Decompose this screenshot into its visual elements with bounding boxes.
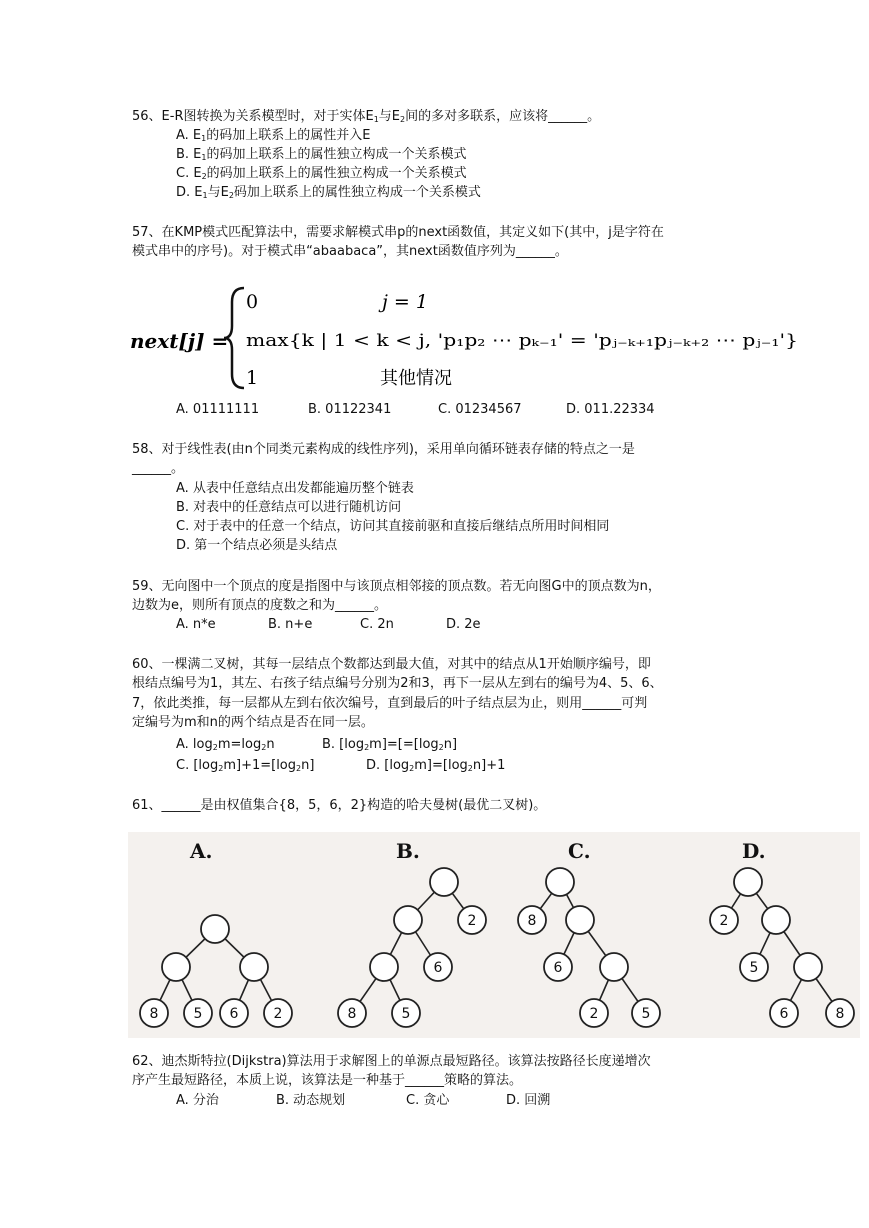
q58-stem-line1: 58、对于线性表(由n个同类元素构成的线性序列)，采用单向循环链表存储的特点之一是 xyxy=(132,442,635,457)
q60-options-row2 xyxy=(176,756,505,778)
leaf-label: 8 xyxy=(527,913,537,929)
q60-stem-line1: 60、一棵满二叉树，其每一层结点个数都达到最大值，对其中的结点从1开始顺序编号，即 xyxy=(132,657,651,672)
option-text: 的码加上联系上的属性独立构成一个关系模式 xyxy=(206,147,467,162)
q60-option-a xyxy=(176,735,322,757)
leaf-label: 2 xyxy=(589,1006,599,1022)
q57-option-c: C. 01234567 xyxy=(438,402,522,417)
leaf-label: 5 xyxy=(749,960,759,976)
q60-option-b xyxy=(322,735,457,757)
leaf-label: 6 xyxy=(779,1006,789,1022)
q58-option-c: C. 对于表中的任意一个结点，访问其直接前驱和直接后继结点所用时间相同 xyxy=(176,519,610,534)
q62-stem-line2: 序产生最短路径，本质上说，该算法是一种基于______策略的算法。 xyxy=(132,1073,523,1088)
q62-option-d: D. 回溯 xyxy=(506,1093,551,1108)
q59-option-c: C. 2n xyxy=(360,617,394,632)
option-text: n] xyxy=(443,737,458,752)
option-text: C. E xyxy=(176,166,202,181)
leaf-label: 5 xyxy=(193,1006,203,1022)
subscript: 1 xyxy=(373,115,379,124)
option-text: n]+1 xyxy=(472,758,506,773)
q56-option-d xyxy=(176,183,481,205)
q59-option-a: A. n*e xyxy=(176,617,216,632)
subscript: 1 xyxy=(201,153,207,162)
q58-option-b: B. 对表中的任意结点可以进行随机访问 xyxy=(176,500,402,515)
subscript: 2 xyxy=(438,743,444,752)
subscript: 2 xyxy=(467,764,473,773)
leaf-label: 8 xyxy=(347,1006,357,1022)
formula-case1-value: 0 xyxy=(246,291,259,313)
q57-options xyxy=(176,400,655,419)
option-text: m]=[log xyxy=(414,758,468,773)
q56-stem-part: 与E xyxy=(378,109,401,124)
leaf-label: 6 xyxy=(229,1006,239,1022)
q59-stem-line1: 59、无向图中一个顶点的度是指图中与该顶点相邻接的顶点数。若无向图G中的顶点数为n， xyxy=(132,579,661,594)
q62-option-c: C. 贪心 xyxy=(406,1093,450,1108)
q58-stem-line2: ______。 xyxy=(132,461,185,476)
q60-option-d xyxy=(366,756,505,778)
option-text: 的码加上联系上的属性并入E xyxy=(206,128,371,143)
q62-stem-line1: 62、迪杰斯特拉(Dijkstra)算法用于求解图上的单源点最短路径。该算法按路径长度递增次 xyxy=(132,1054,651,1069)
option-text: n] xyxy=(301,758,315,773)
subscript: 2 xyxy=(201,172,207,181)
option-text: m]=[=[log xyxy=(369,737,439,752)
q59-stem-line2: 边数为e，则所有顶点的度数之和为______。 xyxy=(132,598,387,613)
q60-option-c xyxy=(176,756,366,778)
q59-option-d: D. 2e xyxy=(446,617,481,632)
formula-case3-condition: 其他情况 xyxy=(380,368,452,389)
leaf-label: 6 xyxy=(553,960,563,976)
subscript: 2 xyxy=(364,743,370,752)
leaf-label: 5 xyxy=(401,1006,411,1022)
formula-brace xyxy=(224,288,244,388)
option-text: D. E xyxy=(176,185,203,200)
subscript: 2 xyxy=(296,764,302,773)
leaf-label: 5 xyxy=(641,1006,651,1022)
formula-case1-condition: j = 1 xyxy=(382,291,428,313)
leaf-label: 2 xyxy=(273,1006,283,1022)
q56-stem-part: 间的多对多联系，应该将______。 xyxy=(405,109,601,124)
q61-stem: 61、______是由权值集合{8，5，6，2}构造的哈夫曼树(最优二叉树)。 xyxy=(132,798,547,813)
q60-stem-line2: 根结点编号为1，其左、右孩子结点编号分别为2和3，再下一层从左到右的编号为4、5、6、 xyxy=(132,676,663,691)
q60-stem-line4: 定编号为m和n的两个结点是否在同一层。 xyxy=(132,715,374,730)
formula-lhs: next[j] = xyxy=(130,329,229,353)
subscript: 2 xyxy=(400,115,406,124)
leaf-label: 2 xyxy=(719,913,729,929)
tree-label-d: D. xyxy=(742,839,766,863)
q60-stem-line3: 7，依此类推，每一层都从左到右依次编号，直到最后的叶子结点层为止，则用______可判 xyxy=(132,696,648,711)
option-text: D. [log xyxy=(366,758,410,773)
formula-case2-value: max{k | 1 < k < j, 'p₁p₂ ⋯ pₖ₋₁' = 'pⱼ₋ₖ₊₁pⱼ₋ₖ₊₂ ⋯ pⱼ₋₁'} xyxy=(246,331,798,351)
option-text: A. log xyxy=(176,737,213,752)
formula-case3-value: 1 xyxy=(246,367,259,389)
option-text: 的码加上联系上的属性独立构成一个关系模式 xyxy=(206,166,467,181)
q56-stem-part: 56、E-R图转换为关系模型时，对于实体E xyxy=(132,109,374,124)
option-text: B. E xyxy=(176,147,202,162)
subscript: 2 xyxy=(228,191,234,200)
option-text: 码加上联系上的属性独立构成一个关系模式 xyxy=(233,185,481,200)
tree-label-a: A. xyxy=(190,839,213,863)
q57-stem-line1: 57、在KMP模式匹配算法中，需要求解模式串p的next函数值，其定义如下(其中，j是字符在 xyxy=(132,225,664,240)
huffman-trees-figure xyxy=(128,832,860,1038)
next-function-formula xyxy=(128,282,808,394)
subscript: 2 xyxy=(409,764,415,773)
leaf-label: 8 xyxy=(835,1006,845,1022)
option-text: n xyxy=(266,737,275,752)
q58-option-d: D. 第一个结点必须是头结点 xyxy=(176,538,338,553)
subscript: 2 xyxy=(261,743,267,752)
subscript: 1 xyxy=(202,191,208,200)
tree-label-c: C. xyxy=(568,839,591,863)
q58-option-a: A. 从表中任意结点出发都能遍历整个链表 xyxy=(176,481,414,496)
option-text: m]+1=[log xyxy=(223,758,297,773)
option-text: m=log xyxy=(217,737,262,752)
subscript: 2 xyxy=(212,743,218,752)
option-text: B. [log xyxy=(322,737,365,752)
leaf-label: 8 xyxy=(149,1006,159,1022)
q59-option-b: B. n+e xyxy=(268,617,313,632)
tree-label-b: B. xyxy=(396,839,420,863)
option-text: C. [log xyxy=(176,758,219,773)
q59-options xyxy=(176,615,481,634)
subscript: 1 xyxy=(201,134,207,143)
q62-option-b: B. 动态规划 xyxy=(276,1093,346,1108)
option-text: 与E xyxy=(207,185,229,200)
q62-option-a: A. 分治 xyxy=(176,1093,219,1108)
q57-stem-line2: 模式串中的序号)。对于模式串“abaabaca”，其next函数值序列为______。 xyxy=(132,244,568,259)
subscript: 2 xyxy=(218,764,224,773)
leaf-label: 6 xyxy=(433,960,443,976)
q62-options xyxy=(176,1091,550,1110)
q60-options-row1 xyxy=(176,735,457,757)
q57-option-d: D. 011.22334 xyxy=(566,402,655,417)
leaf-label: 2 xyxy=(467,913,477,929)
option-text: A. E xyxy=(176,128,202,143)
q57-option-a: A. 01111111 xyxy=(176,402,260,417)
q57-option-b: B. 01122341 xyxy=(308,402,392,417)
